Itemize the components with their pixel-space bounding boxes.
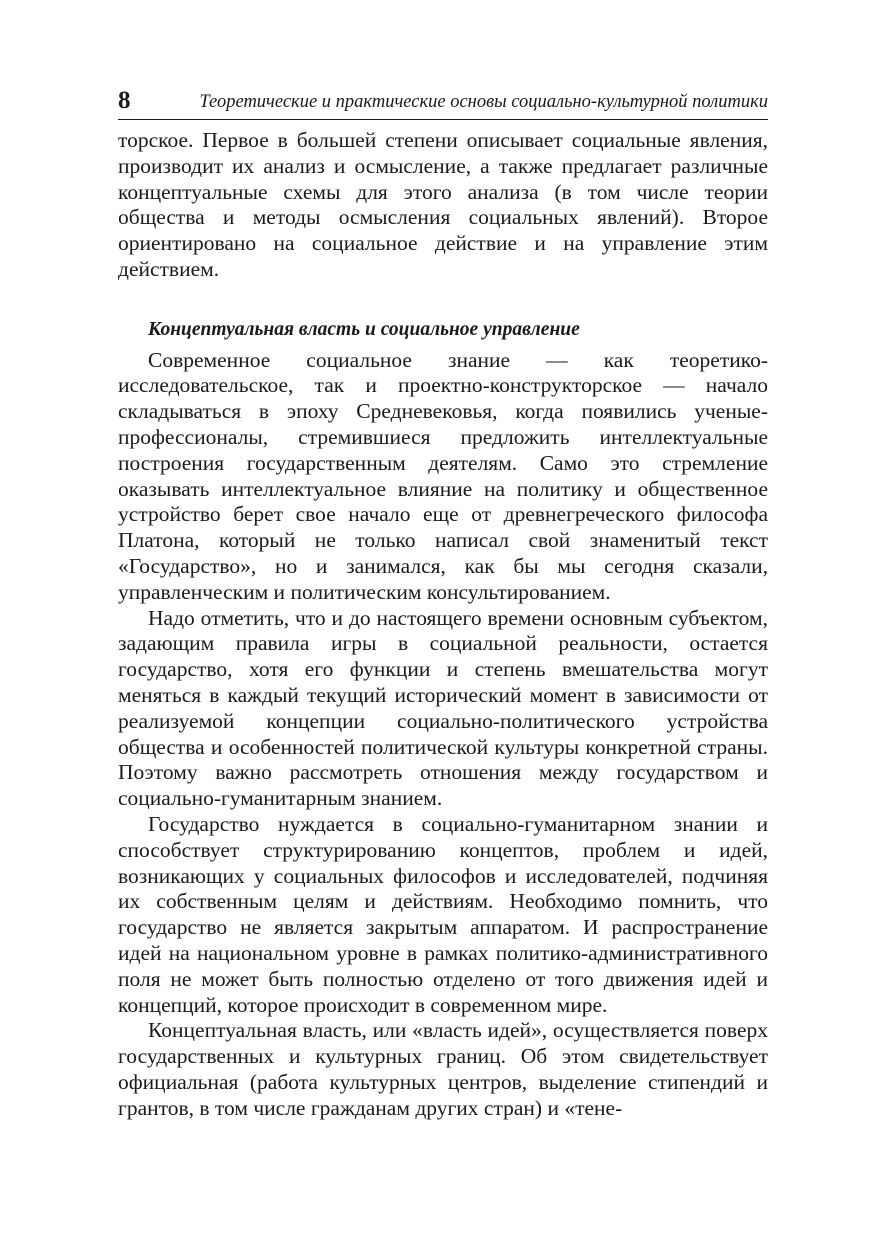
opening-paragraph: торское. Первое в большей степени описывает социальные явления, производит их анализ и осмысление, а также предлагает различные концептуальные схемы для этого анализа (в том числе теории общества и методы осмысления социальных явлений). Второе ориентировано на социальное действие и на управление этим действием. xyxy=(118,128,768,281)
page-number: 8 xyxy=(118,87,131,114)
paragraph-2: Надо отметить, что и до настоящего времени основным субъектом, задающим правила игры в социальной реальности, остается государство, хотя его функции и степень вмешательства могут меняться в каждый текущий исторический момент в зависимости от реализуемой концепции социально-политического устройства общества и особенностей политической культуры конкретной страны. Поэтому важно рассмотреть отношения между государством и социально-гуманитарным знанием. xyxy=(118,605,768,811)
paragraph-4: Концептуальная власть, или «власть идей», осуществляется поверх государственных и культурных границ. Об этом свидетельствует официальная (работа культурных центров, выделение стипендий и грантов, в том числе гражданам других стран) и «тене- xyxy=(118,1018,768,1120)
paragraph-3: Государство нуждается в социально-гуманитарном знании и способствует структурированию концептов, проблем и идей, возникающих у социальных философов и исследователей, подчиняя их собственным целям и действиям. Необходимо помнить, что государство не является закрытым аппаратом. И распространение идей на национальном уровне в рамках политико-административного поля не может быть полностью отделено от того движения идей и концепций, которое происходит в современном мире. xyxy=(118,811,768,1017)
header-rule xyxy=(118,119,768,120)
running-title: Теоретические и практические основы социально-культурной политики xyxy=(199,92,768,112)
section-heading: Концептуальная власть и социальное управление xyxy=(148,318,580,340)
paragraph-1: Современное социальное знание — как теоретико-исследовательское, так и проектно-конструкторское — начало складываться в эпоху Средневековья, когда появились ученые-профессионалы, стремившиеся предложить интеллектуальные построения государственным деятелям. Само это стремление оказывать интеллектуальное влияние на политику и общественное устройство берет свое начало еще от древнегреческого философа Платона, который не только написал свой знаменитый текст «Государство», но и занимался, как бы мы сегодня сказали, управленческим и политическим консультированием. xyxy=(118,347,768,604)
spacer xyxy=(118,283,768,317)
page-body xyxy=(118,128,768,1121)
running-header xyxy=(118,84,768,118)
